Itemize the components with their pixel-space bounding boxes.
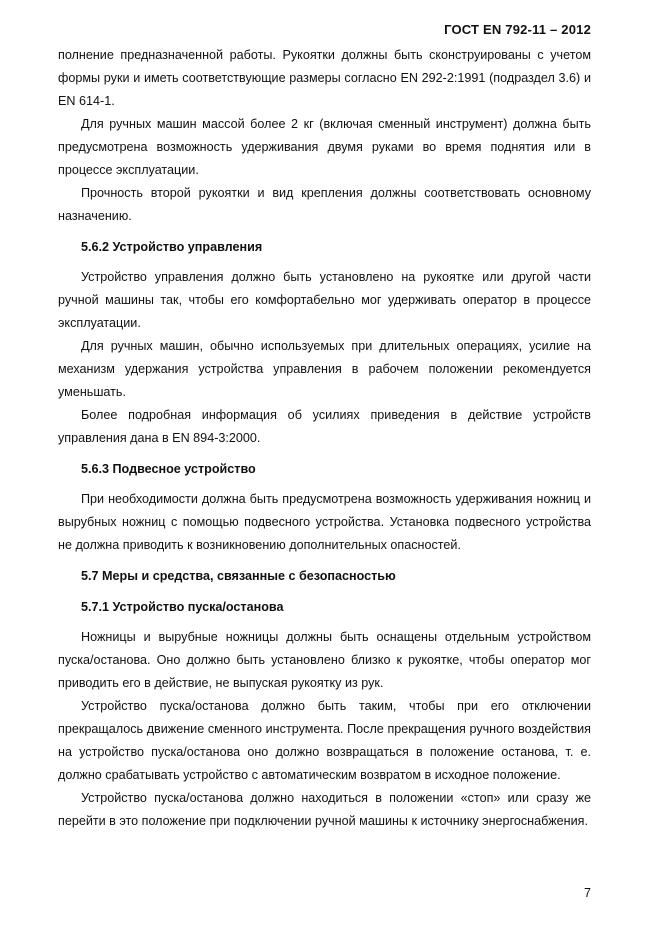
paragraph: Устройство управления должно быть установлено на рукоятке или другой части ручной машины так, чтобы его комфортабельно мог удерживать оператор в процессе эксплуатации. <box>58 270 591 330</box>
paragraph: Для ручных машин массой более 2 кг (включая сменный инструмент) должна быть предусмотрена возможность удерживания двумя руками во время поднятия или в процессе эксплуатации. <box>58 117 591 177</box>
paragraph: Устройство пуска/останова должно находиться в положении «стоп» или сразу же перейти в это положение при подключении ручной машины к источнику энергоснабжения. <box>58 791 591 828</box>
paragraph: Более подробная информация об усилиях приведения в действие устройств управления дана в EN 894-3:2000. <box>58 408 591 445</box>
paragraph: Прочность второй рукоятки и вид крепления должны соответствовать основному назначению. <box>58 186 591 223</box>
section-heading: 5.6.3 Подвесное устройство <box>81 462 256 476</box>
document-body <box>58 44 591 833</box>
paragraph: полнение предназначенной работы. Рукоятки должны быть сконструированы с учетом формы руки и иметь соответствующие размеры согласно EN 292-2:1991 (подраздел 3.6) и EN 614-1. <box>58 48 591 108</box>
page-number: 7 <box>583 886 591 900</box>
paragraph: Для ручных машин, обычно используемых при длительных операциях, усилие на механизм удержания устройства управления в рабочем положении рекомендуется уменьшать. <box>58 339 591 399</box>
section-heading: 5.6.2 Устройство управления <box>81 240 263 254</box>
section-heading: 5.7 Меры и средства, связанные с безопасностью <box>81 569 396 583</box>
paragraph: При необходимости должна быть предусмотрена возможность удерживания ножниц и вырубных ножниц с помощью подвесного устройства. Установка подвесного устройства не должна приводить к возникновению дополнительных опасностей. <box>58 492 591 552</box>
section-heading: 5.7.1 Устройство пуска/останова <box>81 600 284 614</box>
paragraph: Устройство пуска/останова должно быть таким, чтобы при его отключении прекращалось движение сменного инструмента. После прекращения ручного воздействия на устройство пуска/останова оно должно возвращаться в положение останова, т. е. должно срабатывать устройство с автоматическим возвратом в исходное положение. <box>58 699 591 782</box>
document-header: ГОСТ EN 792-11 – 2012 <box>444 22 591 37</box>
paragraph: Ножницы и вырубные ножницы должны быть оснащены отдельным устройством пуска/останова. Оно должно быть установлено близко к рукоятке, чтобы оператор мог приводить его в действие, не выпуская рукоятку из рук. <box>58 630 591 690</box>
